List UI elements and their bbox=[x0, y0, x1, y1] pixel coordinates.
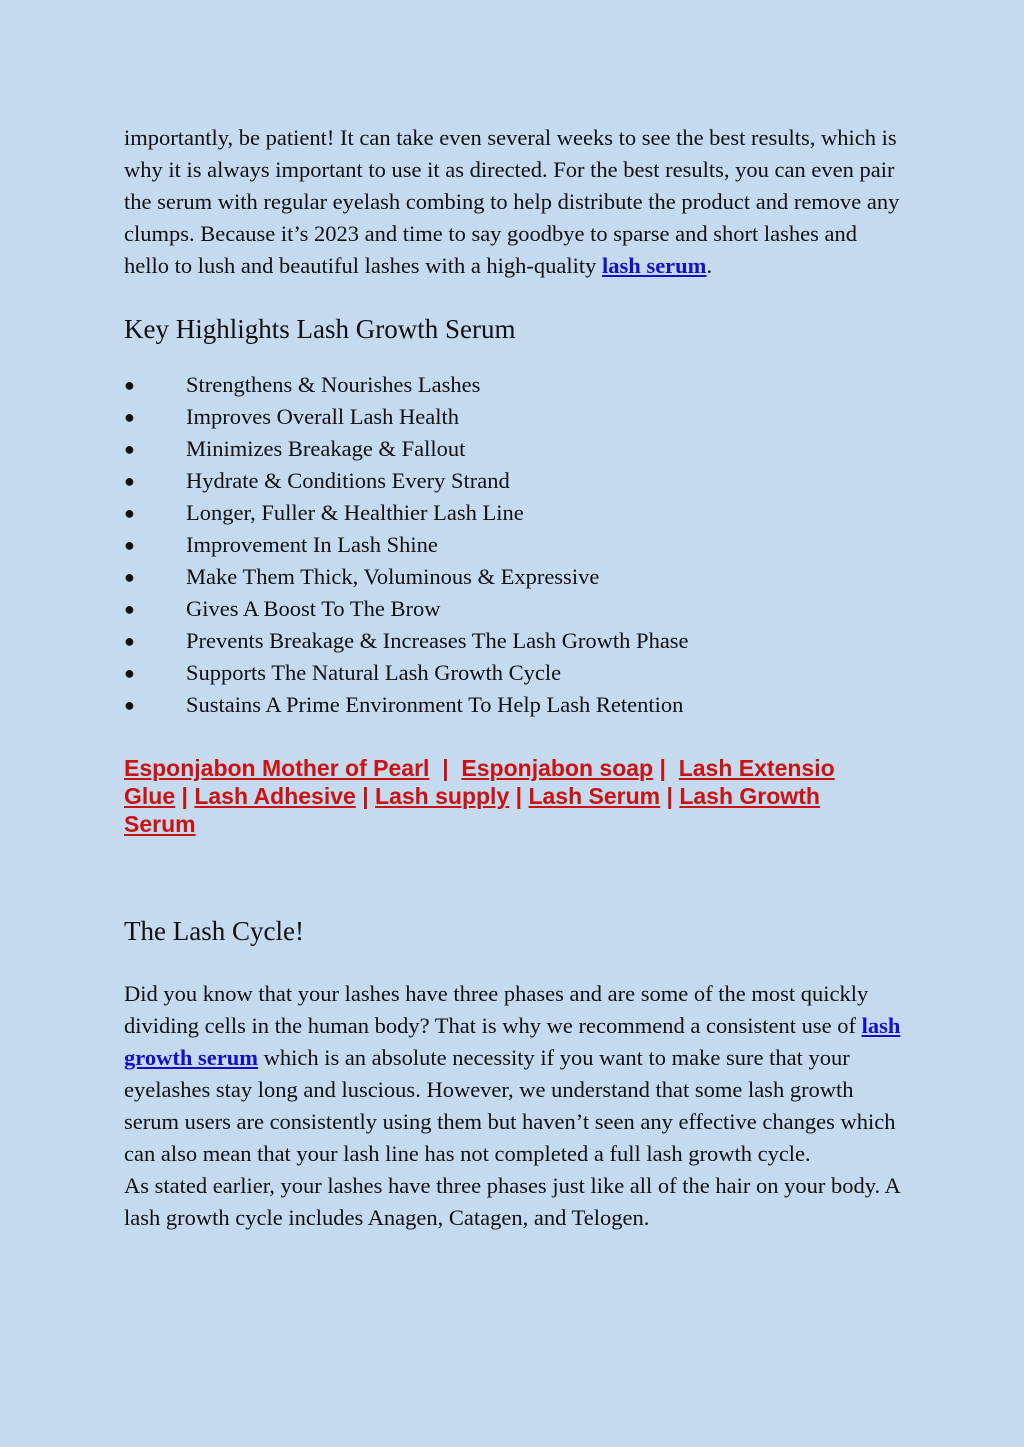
list-item bbox=[124, 465, 904, 497]
link-separator: | bbox=[181, 783, 188, 809]
bullet-icon: ● bbox=[124, 375, 135, 395]
lash-growth-serum-related-link[interactable]: Lash Growth Serum bbox=[124, 783, 820, 837]
list-item-text: Hydrate & Conditions Every Strand bbox=[186, 468, 510, 493]
list-item-text: Gives A Boost To The Brow bbox=[186, 596, 441, 621]
list-item-text: Strengthens & Nourishes Lashes bbox=[186, 372, 481, 397]
lash-adhesive-link[interactable]: Lash Adhesive bbox=[194, 783, 356, 809]
document-page bbox=[124, 122, 904, 1234]
lash-cycle-paragraph bbox=[124, 978, 904, 1234]
list-item bbox=[124, 497, 904, 529]
bullet-icon: ● bbox=[124, 663, 135, 683]
highlights-list bbox=[124, 369, 904, 721]
list-item-text: Make Them Thick, Voluminous & Expressive bbox=[186, 564, 600, 589]
lash-serum-related-link[interactable]: Lash Serum bbox=[528, 783, 661, 809]
bullet-icon: ● bbox=[124, 503, 135, 523]
list-item bbox=[124, 689, 904, 721]
list-item-text: Longer, Fuller & Healthier Lash Line bbox=[186, 500, 524, 525]
cycle-text-continued: which is an absolute necessity if you want to make sure that your eyelashes stay long and luscious. However, we understand that some lash growth serum users are consistently using them but haven’t seen any effective changes which can also mean that your lash line has not completed a full lash growth cycle. bbox=[124, 1045, 896, 1166]
cycle-second-paragraph: As stated earlier, your lashes have three phases just like all of the hair on your body. A lash growth cycle includes Anagen, Catagen, and Telogen. bbox=[124, 1173, 900, 1230]
bullet-icon: ● bbox=[124, 695, 135, 715]
esponjabon-soap-link[interactable]: Esponjabon soap bbox=[461, 755, 654, 781]
bullet-icon: ● bbox=[124, 599, 135, 619]
related-links bbox=[124, 754, 884, 838]
link-separator: | bbox=[515, 783, 523, 809]
esponjabon-mother-of-pearl-link[interactable]: Esponjabon Mother of Pearl bbox=[124, 755, 430, 781]
cycle-text: Did you know that your lashes have three phases and are some of the most quickly dividing cells in the human body? That is why we recommend a consistent use of bbox=[124, 981, 869, 1038]
bullet-icon: ● bbox=[124, 407, 135, 427]
link-separator: | bbox=[442, 755, 449, 781]
lash-supply-link[interactable]: Lash supply bbox=[375, 783, 510, 809]
lash-extensio-glue-link[interactable]: Lash Extensio Glue bbox=[124, 755, 835, 809]
lash-cycle-heading: The Lash Cycle! bbox=[124, 916, 304, 946]
link-separator: | bbox=[659, 755, 666, 781]
list-item bbox=[124, 369, 904, 401]
intro-text: importantly, be patient! It can take even several weeks to see the best results, which is why it is always important to use it as directed. For the best results, you can even pair the serum with regular eyelash combing to help distribute the product and remove any clumps. Because it’s 2023 and time to say goodbye to sparse and short lashes and hello to lush and beautiful lashes with a high-quality bbox=[124, 125, 900, 278]
bullet-icon: ● bbox=[124, 631, 135, 651]
list-item-text: Improvement In Lash Shine bbox=[186, 532, 438, 557]
list-item bbox=[124, 625, 904, 657]
link-separator: | bbox=[362, 783, 369, 809]
bullet-icon: ● bbox=[124, 535, 135, 555]
bullet-icon: ● bbox=[124, 439, 135, 459]
list-item bbox=[124, 433, 904, 465]
list-item-text: Prevents Breakage & Increases The Lash Growth Phase bbox=[186, 628, 689, 653]
list-item bbox=[124, 561, 904, 593]
list-item-text: Sustains A Prime Environment To Help Lash Retention bbox=[186, 692, 684, 717]
list-item-text: Supports The Natural Lash Growth Cycle bbox=[186, 660, 562, 685]
list-item bbox=[124, 593, 904, 625]
highlights-heading: Key Highlights Lash Growth Serum bbox=[124, 314, 516, 344]
intro-text-end: . bbox=[706, 253, 713, 278]
list-item bbox=[124, 657, 904, 689]
intro-paragraph bbox=[124, 122, 904, 282]
bullet-icon: ● bbox=[124, 471, 135, 491]
link-separator: | bbox=[666, 783, 673, 809]
list-item bbox=[124, 529, 904, 561]
bullet-icon: ● bbox=[124, 567, 135, 587]
lash-serum-link[interactable]: lash serum bbox=[602, 253, 707, 278]
list-item-text: Improves Overall Lash Health bbox=[186, 404, 460, 429]
lash-growth-serum-link[interactable]: lash growth serum bbox=[124, 1013, 901, 1070]
list-item bbox=[124, 401, 904, 433]
list-item-text: Minimizes Breakage & Fallout bbox=[186, 436, 466, 461]
